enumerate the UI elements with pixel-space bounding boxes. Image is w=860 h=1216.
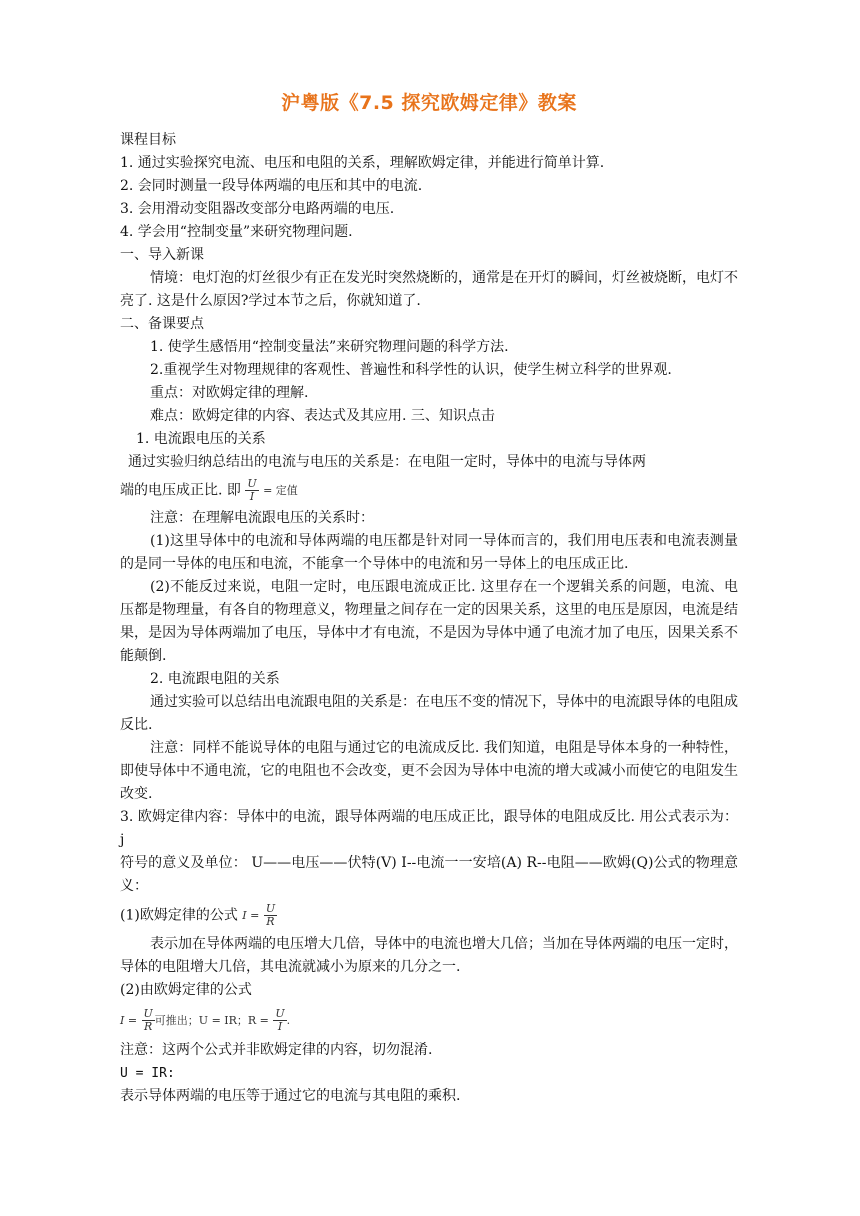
prep-point-2: 2.重视学生对物理规律的客观性、普遍性和科学性的认识，使学生树立科学的世界观. [150, 362, 672, 378]
goal-2: 2. 会同时测量一段导体两端的电压和其中的电流. [120, 178, 423, 194]
derived-lhs: I = [120, 1014, 138, 1027]
current-voltage-line-1: 通过实验归纳总结出的电流与电压的关系是：在电阻一定时，导体中的电流与导体两 [128, 454, 646, 470]
derived-formula-expression [120, 1002, 290, 1039]
formula-label-2: (2)由欧姆定律的公式 [120, 982, 252, 998]
document-page [120, 88, 738, 1108]
subheading-current-resistance: 2. 电流跟电阻的关系 [150, 671, 280, 687]
derived-middle: 可推出；U = IR；R = [154, 1014, 269, 1027]
formula-numerator: U [247, 476, 257, 490]
derived-den1: R [144, 1019, 153, 1033]
formula-lhs: I = [242, 909, 260, 922]
goal-4: 4. 学会用“控制变量”来研究物理问题. [120, 224, 353, 240]
formula-num: U [265, 901, 276, 915]
key-point: 重点：对欧姆定律的理解. [150, 385, 309, 401]
heading-prep: 二、备课要点 [120, 316, 204, 332]
section-label-goals: 课程目标 [120, 132, 176, 148]
formula-u-ir: U = IR: [120, 1066, 175, 1081]
note-point-1: (1)这里导体中的电流和导体两端的电压都是针对同一导体而言的，我们用电压表和电流表测量的是同一导体的电压和电流，不能拿一个导体中的电流和另一导体上的电压成正比. [120, 533, 738, 572]
derived-num1: U [143, 1006, 153, 1020]
current-voltage-line-2 [120, 474, 738, 507]
prep-point-1: 1. 使学生感悟用“控制变量法”来研究物理问题的科学方法. [150, 339, 509, 355]
difficult-point: 难点：欧姆定律的内容、表达式及其应用. 三、知识点击 [150, 408, 495, 424]
ohms-law-content: 3. 欧姆定律内容：导体中的电流，跟导体两端的电压成正比，跟导体的电阻成反比. 用公式表示为：j [120, 809, 738, 848]
formula-u-over-i [245, 474, 297, 507]
goal-3: 3. 会用滑动变阻器改变部分电路两端的电压. [120, 201, 395, 217]
formula-u-ir-meaning: 表示导体两端的电压等于通过它的电流与其电阻的乘积. [120, 1088, 461, 1104]
formula-label-1: (1)欧姆定律的公式 [120, 907, 238, 924]
formula-denominator: I [249, 489, 255, 503]
derived-formulas [120, 1002, 738, 1039]
note-point-2: (2)不能反过来说，电阻一定时，电压跟电流成正比. 这里存在一个逻辑关系的问题，电流、电压都是物理量，有各自的物理意义，物理量之间存在一定的因果关系，这里的电压是原因，电流是结果，是因为导体两端加了电压，导体中才有电流，不是因为导体中通了电流才加了电压，因果关系不能颠倒. [120, 579, 738, 664]
intro-paragraph: 情境：电灯泡的灯丝很少有正在发光时突然烧断的，通常是在开灯的瞬间，灯丝被烧断，电灯不亮了. 这是什么原因?学过本节之后，你就知道了. [120, 270, 738, 309]
heading-intro: 一、导入新课 [120, 247, 204, 263]
formula-den: R [266, 914, 275, 928]
symbol-meanings: 符号的意义及单位： U——电压——伏特(V) I--电流一一安培(A) R--电阻——欧姆(Q)公式的物理意义： [120, 855, 738, 894]
note-current-voltage: 注意：在理解电流跟电压的关系时： [150, 510, 374, 526]
current-resistance-paragraph: 通过实验可以总结出电流跟电阻的关系是：在电压不变的情况下，导体中的电流跟导体的电阻成反比. [120, 694, 738, 733]
subheading-current-voltage: 1. 电流跟电压的关系 [136, 431, 266, 447]
derived-end: . [286, 1014, 291, 1027]
formula-constant: = 定值 [263, 484, 298, 497]
formula-meaning: 表示加在导体两端的电压增大几倍，导体中的电流也增大几倍；当加在导体两端的电压一定时，导体的电阻增大几倍，其电流就减小为原来的几分之一. [120, 936, 738, 975]
note-formulas: 注意：这两个公式并非欧姆定律的内容，切勿混淆. [120, 1042, 433, 1058]
goal-1: 1. 通过实验探究电流、电压和电阻的关系，理解欧姆定律，并能进行简单计算. [120, 155, 605, 171]
note-resistance: 注意：同样不能说导体的电阻与通过它的电流成反比. 我们知道，电阻是导体本身的一种特性，即使导体中不通电流，它的电阻也不会改变，更不会因为导体中电流的增大或减小而使它的电阻发生改变. [120, 740, 738, 802]
document-title: 沪粤版《7.5 探究欧姆定律》教案 [281, 92, 577, 114]
formula-line-1 [120, 898, 738, 933]
current-voltage-text: 端的电压成正比. 即 [120, 482, 241, 499]
formula-i-equals-u-over-r [242, 898, 277, 933]
derived-den2: I [277, 1019, 283, 1033]
derived-num2: U [275, 1006, 285, 1020]
